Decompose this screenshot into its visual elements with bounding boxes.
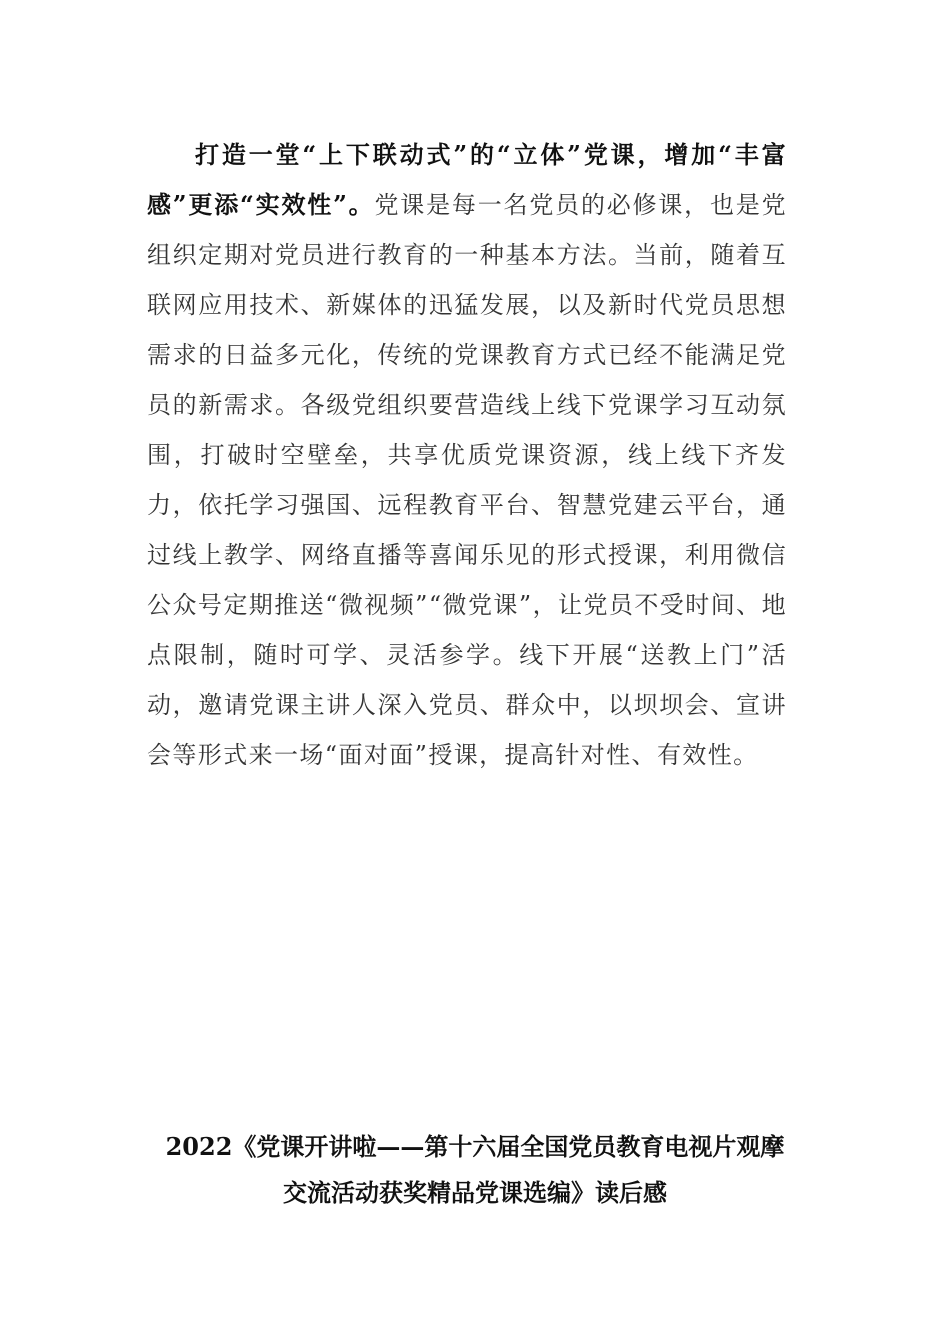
title-line-2: 交流活动获奖精品党课选编》读后感 [283, 1178, 667, 1207]
title-line-1: 2022《党课开讲啦——第十六届全国党员教育电视片观摩 [165, 1132, 785, 1161]
document-title [0, 1124, 950, 1216]
paragraph-body-text: 党课是每一名党员的必修课，也是党组织定期对党员进行教育的一种基本方法。当前，随着互联网应用技术、新媒体的迅猛发展，以及新时代党员思想需求的日益多元化，传统的党课教育方式已经不能满足党员的新需求。各级党组织要营造线上线下党课学习互动氛围，打破时空壁垒，共享优质党课资源，线上线下齐发力，依托学习强国、远程教育平台、智慧党建云平台，通过线上教学、网络直播等喜闻乐见的形式授课，利用微信公众号定期推送“微视频”“微党课”，让党员不受时间、地点限制，随时可学、灵活参学。线下开展“送教上门”活动，邀请党课主讲人深入党员、群众中，以坝坝会、宣讲会等形式来一场“面对面”授课，提高针对性、有效性。 [147, 191, 787, 769]
body-paragraph [147, 130, 787, 780]
paragraph-lead-heading: 打造一堂“上下联动式”的“立体”党课，增加“丰富感”更添“实效性”。 [147, 140, 787, 219]
